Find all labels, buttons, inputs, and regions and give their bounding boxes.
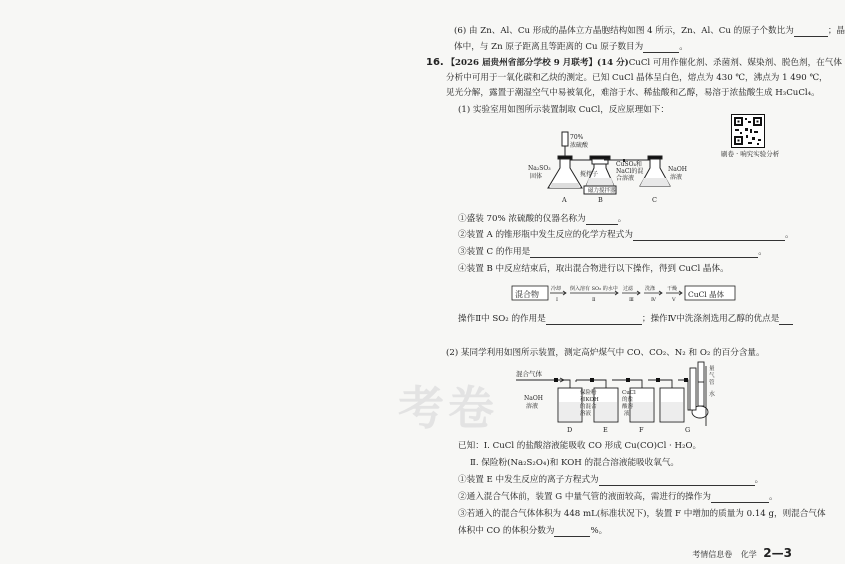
sub-q5: 操作Ⅱ中 SO₂ 的作用是 ；操作Ⅳ中洗涤剂选用乙醇的优点是 xyxy=(458,313,793,325)
label-f-1: CuCl xyxy=(622,390,636,396)
label-70pct: 70% xyxy=(570,134,584,141)
flow-step1-num: Ⅰ xyxy=(556,297,558,303)
label-nacl: NaCl的混 xyxy=(616,168,644,175)
label-na2so3: Na₂SO₃ xyxy=(528,165,551,172)
label-B: B xyxy=(598,196,603,204)
sub-t3b: 体积中 CO 的体积分数为 %。 xyxy=(458,526,608,536)
label-d-naoh: NaOH xyxy=(524,395,543,402)
flow-start: 混合物 xyxy=(515,290,539,299)
label-cuso4: CuSO₄和 xyxy=(616,161,642,168)
known-2: Ⅱ. 保险粉(Na₂S₂O₄)和 KOH 的混合溶液能吸收氧气。 xyxy=(470,458,680,468)
flow-end: CuCl 晶体 xyxy=(688,290,725,299)
label-naoh-solution: 溶液 xyxy=(670,174,683,181)
q16-line3: 见光分解，露置于潮湿空气中易被氧化，难溶于水、稀盐酸和乙醇，易溶于浓盐酸生成 H₃CuCl₄。 xyxy=(446,88,820,98)
qr-caption: 刷卷 · 响究实验分析 xyxy=(721,150,780,158)
label-mix-solution: 合溶液 xyxy=(616,175,635,182)
q16-line2: 分析中可用于一氧化碳和乙炔的测定。已知 CuCl 晶体呈白色，熔点为 430 ℃，沸点为 1 490 ℃， xyxy=(446,73,828,83)
sub-q2: ②装置 A 的锥形瓶中发生反应的化学方程式为 。 xyxy=(458,230,794,240)
label-stir-bar: 搅拌子 xyxy=(580,171,599,178)
label-e-4: 溶液 xyxy=(580,411,592,417)
label-mixed-gas: 混合气体 xyxy=(516,370,542,378)
label-e-2: 和KOH xyxy=(580,397,599,403)
label-f-3: 酸溶 xyxy=(622,404,634,410)
label-D: D xyxy=(567,426,573,434)
flow-step4: 洗涤 xyxy=(645,286,656,292)
q6-line1: (6) 由 Zn、Al、Cu 形成的晶体立方晶胞结构如图 4 所示，Zn、Al、Cu 的原子个数比为 ；晶 xyxy=(454,26,845,36)
sub-q3: ③装置 C 的作用是 。 xyxy=(458,247,767,257)
label-d-solution: 溶液 xyxy=(526,403,539,410)
label-G: G xyxy=(685,426,691,434)
label-E: E xyxy=(603,426,608,434)
apparatus-diagram-2 xyxy=(510,362,735,434)
sub-q1: ①盛装 70% 浓硫酸的仪器名称为 。 xyxy=(458,214,627,224)
label-solid: 固体 xyxy=(530,173,543,180)
label-g-2: 气 xyxy=(709,373,715,379)
flow-step5-num: Ⅴ xyxy=(672,297,676,303)
label-f-2: 的盐 xyxy=(622,397,634,403)
label-f-4: 液 xyxy=(624,411,630,417)
flow-step4-num: Ⅳ xyxy=(651,297,656,303)
sub-t2: ②通入混合气体前，装置 G 中量气管的液面较高，需进行的操作为 。 xyxy=(458,492,778,502)
known-1: 已知：Ⅰ. CuCl 的盐酸溶液能吸收 CO 形成 Cu(CO)Cl · H₂O。 xyxy=(458,441,702,451)
label-naoh: NaOH xyxy=(668,166,687,173)
label-A: A xyxy=(562,196,567,204)
footer-subject: 化学 xyxy=(740,550,757,559)
footer-page: 2—3 xyxy=(763,546,792,560)
label-water: 水 xyxy=(709,391,716,398)
sub-t1: ①装置 E 中发生反应的离子方程式为 。 xyxy=(458,475,764,485)
q16-line1: 16. 【2026 届贵州省部分学校 9 月联考】(14 分)CuCl 可用作催化剂、杀菌剂、媒染剂、脱色剂，在气体 xyxy=(426,57,842,68)
label-e-3: 的混合 xyxy=(580,404,597,410)
page-footer xyxy=(692,546,792,560)
flow-step5: 干燥 xyxy=(667,286,678,292)
flow-step2: 倒入溶有 SO₂ 的水中 xyxy=(570,286,618,292)
flow-step2-num: Ⅱ xyxy=(592,297,596,303)
label-F: F xyxy=(639,426,644,434)
apparatus-diagram-1 xyxy=(520,128,710,204)
label-e-1: 保险粉 xyxy=(580,390,597,396)
flow-step1: 冷却 xyxy=(551,286,562,292)
label-magnetic-stirrer: 磁力搅拌器 xyxy=(588,188,616,194)
footer-brand: 考情信息卷 xyxy=(692,550,733,559)
label-conc-acid: 浓硫酸 xyxy=(570,142,589,149)
label-C: C xyxy=(652,196,657,204)
sub-q4: ④装置 B 中反应结束后，取出混合物进行以下操作，得到 CuCl 晶体。 xyxy=(458,264,729,274)
flow-step3-num: Ⅲ xyxy=(629,297,634,303)
label-g-3: 管 xyxy=(709,380,715,386)
label-g-1: 量 xyxy=(709,366,715,372)
process-flowchart xyxy=(510,280,740,310)
flow-step3: 过滤 xyxy=(623,286,634,292)
question-number: 16. xyxy=(426,57,444,68)
sub-t3: ③若通入的混合气体体积为 448 mL(标准状况下)，装置 F 中增加的质量为 0.14 g，则混合气体 xyxy=(458,509,826,519)
part2-heading: (2) 某同学利用如图所示装置，测定高炉煤气中 CO、CO₂、N₂ 和 O₂ 的百分含量。 xyxy=(446,348,765,358)
q6-line2: 体中，与 Zn 原子距离且等距离的 Cu 原子数目为 。 xyxy=(454,42,688,52)
part1-heading: (1) 实验室用如图所示装置制取 CuCl，反应原理如下： xyxy=(458,105,669,115)
qr-code[interactable] xyxy=(731,114,765,148)
watermark: 考卷 xyxy=(398,381,498,435)
